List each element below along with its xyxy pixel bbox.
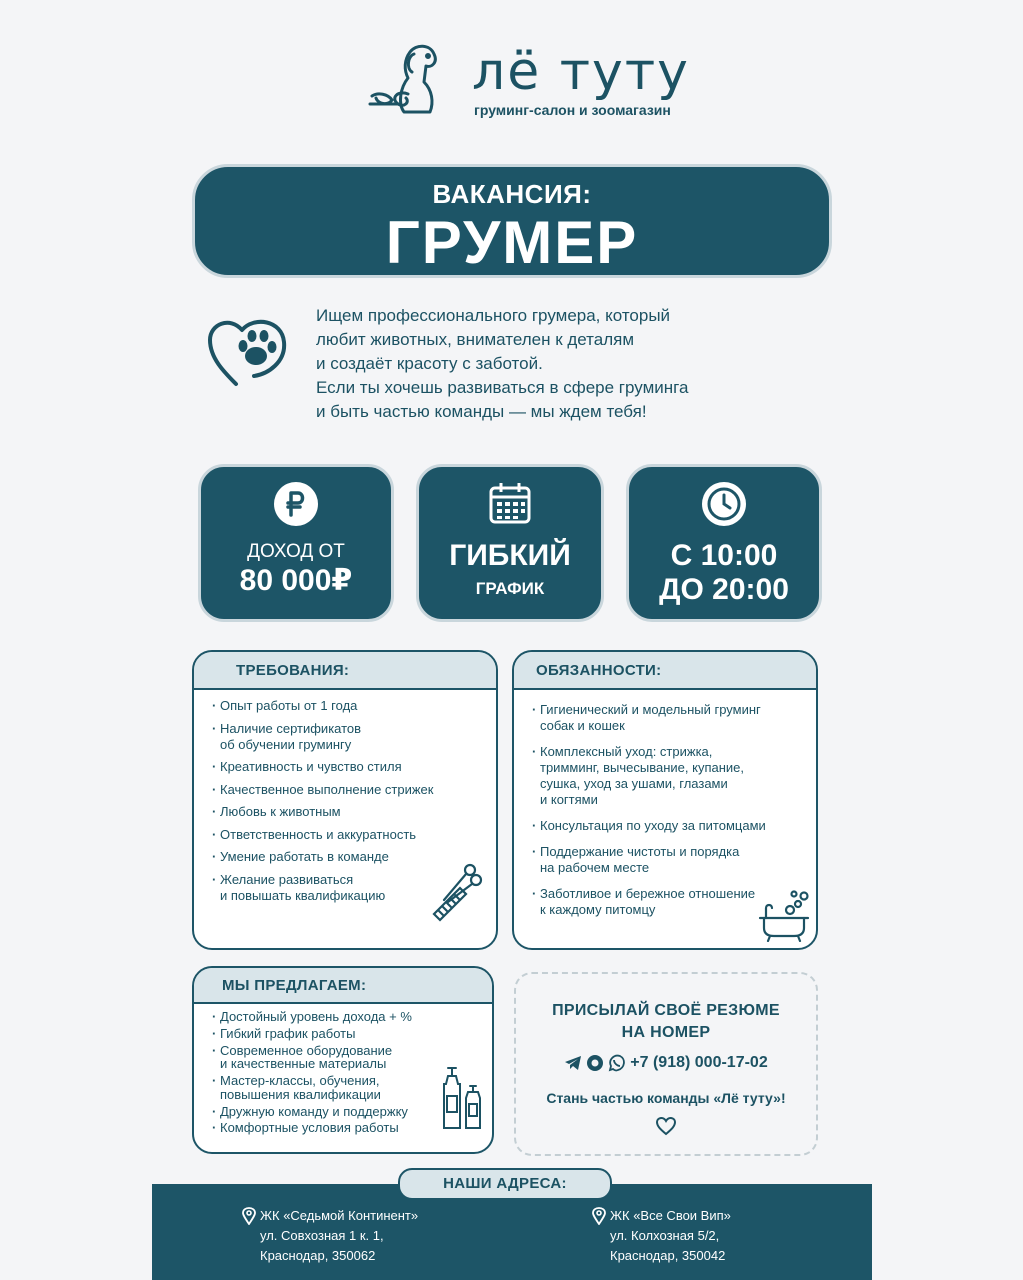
contact-phone[interactable]: +7 (918) 000-17-02: [630, 1054, 768, 1071]
list-item: · Ответственность и аккуратность: [212, 827, 496, 843]
address-street: ул. Совхозная 1 к. 1,: [260, 1228, 384, 1243]
shampoo-bottles-icon: [440, 1062, 486, 1132]
duties-title: ОБЯЗАННОСТИ:: [514, 652, 816, 690]
income-label: ДОХОД ОТ: [247, 541, 345, 562]
address-city: Краснодар, 350062: [260, 1248, 376, 1263]
duties-list: [514, 690, 816, 918]
address-city: Краснодар, 350042: [610, 1248, 726, 1263]
hours-card: [626, 464, 822, 622]
intro-line: любит животных, внимателен к деталям: [316, 330, 635, 349]
address-1: [260, 1206, 418, 1266]
intro-text: [316, 304, 786, 424]
list-item: · Опыт работы от 1 года: [212, 698, 496, 714]
location-pin-icon: [242, 1207, 256, 1225]
list-item: · Комплексный уход: стрижка, тримминг, вычесывание, купание, сушка, уход за ушами, глазами и когтями: [532, 744, 816, 808]
ruble-icon: [273, 481, 319, 527]
contact-box: [514, 972, 818, 1156]
requirements-title: ТРЕБОВАНИЯ:: [194, 652, 496, 690]
contact-subtitle: НА НОМЕР: [621, 1024, 711, 1041]
contact-title: ПРИСЫЛАЙ СВОЁ РЕЗЮМЕ: [552, 1002, 780, 1019]
intro-line: и создаёт красоту с заботой.: [316, 354, 543, 373]
schedule-title: ГИБКИЙ: [449, 539, 571, 572]
offer-title: МЫ ПРЕДЛАГАЕМ:: [194, 968, 492, 1004]
list-item: · Комфортные условия работы: [212, 1121, 492, 1135]
vacancy-role: ГРУМЕР: [385, 209, 639, 276]
vacancy-label: ВАКАНСИЯ:: [432, 179, 592, 209]
duties-panel: [512, 650, 818, 950]
list-item: · Качественное выполнение стрижек: [212, 782, 496, 798]
offer-panel: [192, 966, 494, 1154]
brand-name: лё туту: [472, 42, 690, 102]
list-item: · Любовь к животным: [212, 804, 496, 820]
address-name: ЖК «Седьмой Континент»: [260, 1208, 419, 1223]
requirements-panel: [192, 650, 498, 950]
max-messenger-icon[interactable]: [586, 1054, 604, 1072]
contact-join-text: Стань частью команды «Лё туту»!: [546, 1090, 786, 1106]
list-item: · Умение работать в команде: [212, 849, 496, 865]
address-2: [610, 1206, 731, 1266]
list-item: · Желание развиваться и повышать квалификацию: [212, 872, 496, 904]
heart-paw-icon: [206, 310, 290, 390]
dog-logo-icon: [368, 42, 452, 118]
heart-icon: [655, 1116, 677, 1136]
schedule-card: [416, 464, 604, 622]
vacancy-banner: [192, 164, 832, 278]
brand-subtitle: груминг-салон и зоомагазин: [474, 102, 671, 118]
brand-logo: [368, 42, 708, 122]
list-item: · Консультация по уходу за питомцами: [532, 818, 816, 834]
list-item: · Заботливое и бережное отношение к каждому питомцу: [532, 886, 816, 918]
calendar-icon: [488, 481, 532, 525]
list-item: · Креативность и чувство стиля: [212, 759, 496, 775]
list-item: · Наличие сертификатов об обучении грумингу: [212, 721, 496, 753]
address-street: ул. Колхозная 5/2,: [610, 1228, 720, 1243]
bathtub-icon: [756, 888, 812, 942]
address-name: ЖК «Все Свои Вип»: [610, 1208, 731, 1223]
list-item: · Дружную команду и поддержку: [212, 1105, 492, 1119]
location-pin-icon: [592, 1207, 606, 1225]
income-card: [198, 464, 394, 622]
list-item: · Мастер-классы, обучения, повышения квалификации: [212, 1074, 492, 1101]
addresses-title: НАШИ АДРЕСА:: [398, 1168, 612, 1200]
clock-icon: [701, 481, 747, 527]
intro-line: Если ты хочешь развиваться в сфере груминга: [316, 378, 689, 397]
whatsapp-icon[interactable]: [608, 1054, 626, 1072]
telegram-icon[interactable]: [564, 1055, 582, 1071]
contact-phone-row: [516, 1054, 816, 1072]
hours-from: С 10:00: [670, 539, 778, 572]
list-item: · Гигиенический и модельный груминг собак и кошек: [532, 702, 816, 734]
list-item: · Гибкий график работы: [212, 1027, 492, 1041]
intro-line: Ищем профессионального грумера, который: [316, 306, 671, 325]
income-value: 80 000₽: [239, 564, 353, 597]
list-item: · Современное оборудование и качественные материалы: [212, 1044, 492, 1071]
list-item: · Поддержание чистоты и порядка на рабочем месте: [532, 844, 816, 876]
schedule-subtitle: ГРАФИК: [475, 579, 545, 598]
hours-to: ДО 20:00: [659, 573, 789, 606]
intro-line: и быть частью команды — мы ждем тебя!: [316, 402, 647, 421]
list-item: · Достойный уровень дохода + %: [212, 1010, 492, 1024]
scissors-comb-icon: [430, 860, 486, 922]
